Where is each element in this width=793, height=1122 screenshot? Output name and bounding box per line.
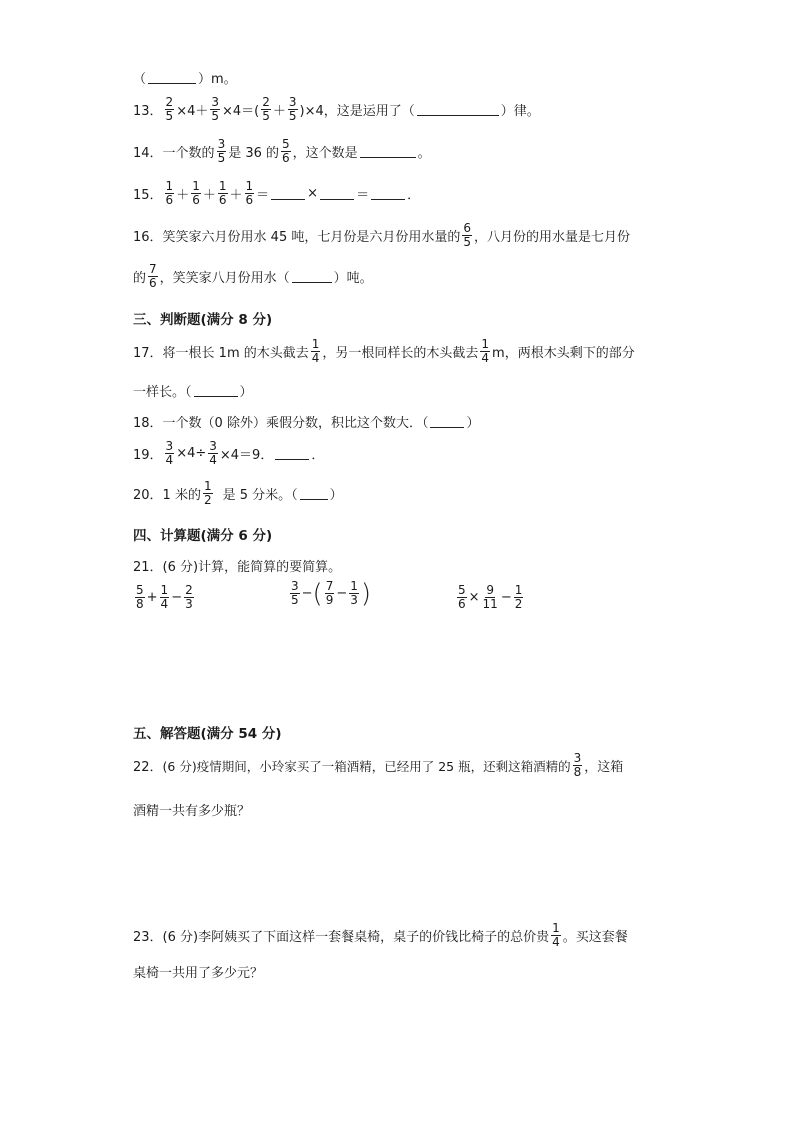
question-22-line2: [133, 800, 250, 819]
numerator: 3: [217, 137, 226, 151]
answer-blank[interactable]: [300, 487, 328, 500]
fraction: [480, 338, 490, 365]
unit-text: ）m。: [198, 72, 237, 87]
times-sign: ×: [307, 186, 319, 201]
numerator: 3: [291, 579, 299, 593]
numerator: 3: [288, 95, 297, 109]
question-number: 21．: [133, 560, 163, 575]
denominator: 6: [149, 276, 157, 290]
question-text: 。买这套餐: [562, 930, 628, 945]
fraction: [165, 440, 175, 467]
denominator: 6: [458, 597, 466, 611]
numerator: 3: [573, 751, 582, 765]
question-20: [133, 480, 343, 507]
question-23-line1: [133, 922, 628, 949]
numerator: 1: [203, 479, 212, 493]
expr-text: ×4＝(: [222, 104, 260, 119]
paren-open: （: [133, 72, 147, 87]
denominator: 6: [218, 193, 227, 207]
operator: −: [171, 590, 183, 605]
fraction: [160, 584, 170, 611]
question-23-line2: [133, 962, 263, 981]
expression-2: [288, 580, 371, 607]
answer-blank[interactable]: [271, 187, 305, 200]
expr-text: ＋: [272, 104, 286, 119]
numerator: 1: [218, 179, 227, 193]
plus-sign: ＋: [176, 188, 190, 203]
answer-blank[interactable]: [275, 447, 309, 460]
expression-1: [133, 584, 196, 611]
denominator: 6: [192, 193, 200, 207]
expr-text: ×4＋: [176, 104, 209, 119]
answer-blank[interactable]: [371, 187, 405, 200]
denominator: 11: [482, 597, 498, 611]
numerator: 7: [149, 262, 157, 276]
question-17-line2: [133, 381, 253, 400]
fraction: [245, 180, 255, 207]
question-17-line1: [133, 338, 635, 365]
numerator: 7: [325, 579, 334, 593]
denominator: 8: [573, 765, 582, 779]
numerator: 5: [282, 137, 290, 151]
fraction: [184, 584, 194, 611]
fraction: [165, 96, 175, 123]
fraction: [208, 440, 218, 467]
denominator: 5: [288, 109, 297, 123]
question-text: 1 米的: [162, 488, 201, 503]
operator: −: [500, 590, 512, 605]
numerator: 1: [514, 583, 523, 597]
question-16-line1: [133, 222, 630, 249]
right-paren: ): [360, 578, 372, 609]
question-text: 酒精一共有多少瓶？: [133, 804, 251, 819]
operator: ×: [468, 590, 480, 605]
fraction: [135, 584, 145, 611]
question-text: ）: [466, 416, 480, 431]
numerator: 2: [185, 583, 193, 597]
question-text: 是 36 的: [228, 146, 280, 161]
answer-blank[interactable]: [417, 103, 499, 116]
denominator: 4: [209, 453, 217, 467]
denominator: 4: [552, 935, 560, 949]
question-22-line1: [133, 752, 623, 779]
fraction: [551, 922, 561, 949]
fraction: [148, 263, 158, 290]
numerator: 1: [350, 579, 358, 593]
answer-blank[interactable]: [292, 270, 332, 283]
denominator: 5: [291, 593, 299, 607]
question-text: 一个数的: [162, 146, 215, 161]
numerator: 1: [160, 583, 169, 597]
denominator: 5: [211, 109, 219, 123]
question-14: [133, 138, 431, 165]
question-21: [133, 556, 341, 575]
question-text: 一样长。（: [133, 385, 192, 400]
question-text: (6 分)计算，能简算的要简算。: [162, 560, 342, 575]
numerator: 3: [211, 95, 219, 109]
expr-text: ×4÷: [176, 446, 207, 461]
section-title-word-problems: 五、解答题(满分 54 分): [133, 726, 282, 742]
denominator: 4: [311, 351, 320, 365]
answer-blank[interactable]: [194, 384, 238, 397]
fraction: [514, 584, 524, 611]
fraction: [325, 580, 335, 607]
fraction: [288, 96, 298, 123]
question-text: 的: [133, 271, 147, 286]
numerator: 1: [311, 337, 320, 351]
numerator: 3: [209, 439, 217, 453]
denominator: 4: [160, 597, 169, 611]
fraction: [462, 222, 472, 249]
period: ．: [407, 188, 421, 203]
left-paren: (: [312, 578, 323, 609]
question-number: 20．: [133, 488, 163, 503]
denominator: 4: [481, 351, 490, 365]
expr-text: ×4＝9．: [219, 448, 274, 463]
fraction: [261, 96, 271, 123]
fraction: [290, 580, 300, 607]
denominator: 6: [245, 193, 254, 207]
fraction: [349, 580, 359, 607]
denominator: 5: [165, 109, 174, 123]
fraction: [210, 96, 220, 123]
fraction: [203, 480, 213, 507]
question-19: [133, 440, 324, 467]
fraction: [217, 138, 227, 165]
question-text: (6 分)疫情期间，小玲家买了一箱酒精，已经用了 25 瓶，还剩这箱酒精的: [162, 758, 571, 774]
question-text: ）: [239, 385, 253, 400]
equals-sign: ＝: [356, 188, 370, 203]
fraction: [311, 338, 321, 365]
expression-3: [455, 584, 525, 611]
numerator: 1: [552, 921, 560, 935]
numerator: 6: [463, 221, 471, 235]
answer-blank[interactable]: [320, 187, 354, 200]
denominator: 2: [203, 493, 212, 507]
numerator: 1: [481, 337, 490, 351]
period: ．: [311, 448, 325, 463]
numerator: 1: [245, 179, 254, 193]
numerator: 5: [136, 583, 144, 597]
question-18: [133, 412, 479, 431]
fraction: [457, 584, 467, 611]
numerator: 1: [192, 179, 200, 193]
question-text: ，笑笑家八月份用水（: [159, 271, 290, 286]
question-15: [133, 180, 420, 207]
operator: −: [301, 586, 313, 601]
question-number: 16．: [133, 230, 163, 245]
operator: −: [336, 586, 348, 601]
section-title-calculation: 四、计算题(满分 6 分): [133, 528, 273, 544]
question-text: 桌椅一共用了多少元？: [133, 966, 264, 981]
question-text: ，这个数是: [292, 146, 358, 161]
question-text: 一个数（0 除外）乘假分数，积比这个数大．（: [162, 416, 429, 431]
question-text: ，这箱: [584, 760, 624, 775]
question-16-line2: [133, 263, 373, 290]
question-number: 13．: [133, 104, 163, 119]
fraction: [165, 180, 175, 207]
fraction: [281, 138, 291, 165]
question-text: ，另一根同样长的木头截去: [322, 346, 479, 361]
section-title-judgment: 三、判断题(满分 8 分): [133, 312, 273, 328]
fraction: [573, 752, 583, 779]
numerator: 5: [458, 583, 466, 597]
denominator: 5: [217, 151, 226, 165]
denominator: 5: [463, 235, 471, 249]
expr-text: )×4，这是运用了（: [299, 104, 415, 119]
denominator: 4: [165, 453, 174, 467]
denominator: 9: [325, 593, 334, 607]
numerator: 2: [262, 95, 270, 109]
numerator: 1: [165, 179, 174, 193]
answer-blank[interactable]: [148, 71, 196, 84]
question-number: 23．: [133, 930, 163, 945]
question-number: 15．: [133, 188, 163, 203]
numerator: 9: [486, 583, 494, 597]
plus-sign: ＋: [202, 188, 216, 203]
fraction: [482, 584, 499, 611]
answer-blank[interactable]: [430, 415, 464, 428]
denominator: 3: [350, 593, 358, 607]
answer-blank[interactable]: [360, 145, 416, 158]
denominator: 8: [136, 597, 144, 611]
fraction: [191, 180, 201, 207]
numerator: 3: [165, 439, 174, 453]
denominator: 6: [282, 151, 290, 165]
equals-sign: ＝: [256, 188, 270, 203]
fraction: [218, 180, 228, 207]
expr-text: ）律。: [500, 104, 540, 119]
question-text: ）吨。: [333, 271, 373, 286]
question-number: 18．: [133, 416, 163, 431]
denominator: 2: [514, 597, 523, 611]
question-13: [133, 96, 540, 123]
operator: +: [146, 590, 158, 605]
question-text: ，八月份的用水量是七月份: [474, 230, 631, 245]
question-number: 22．: [133, 760, 163, 775]
question-text: ）: [329, 488, 343, 503]
denominator: 3: [185, 597, 193, 611]
question-text: (6 分)李阿姨买了下面这样一套餐桌椅，桌子的价钱比椅子的总价贵: [162, 930, 550, 945]
question-text: 是 5 分米。（: [222, 488, 298, 503]
denominator: 6: [165, 193, 174, 207]
question-text: 笑笑家六月份用水 45 吨，七月份是六月份用水量的: [162, 230, 461, 245]
question-text: 将一根长 1m 的木头截去: [162, 346, 309, 361]
denominator: 5: [262, 109, 270, 123]
line-top: [133, 68, 237, 87]
question-number: 19．: [133, 448, 163, 463]
question-text: 。: [417, 146, 431, 161]
plus-sign: ＋: [229, 188, 243, 203]
numerator: 2: [165, 95, 174, 109]
question-text: m，两根木头剩下的部分: [492, 346, 635, 361]
question-number: 14．: [133, 146, 163, 161]
question-number: 17．: [133, 346, 163, 361]
